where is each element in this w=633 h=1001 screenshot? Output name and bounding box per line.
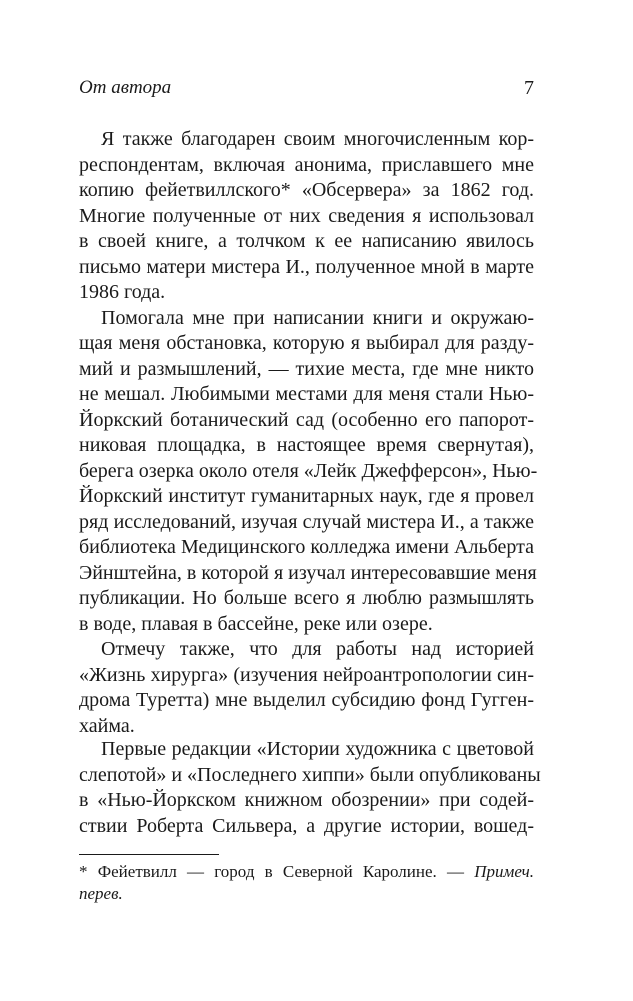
paragraph-2-line-6: никовая площадка, в настоящее время свернутая), — [79, 434, 534, 456]
footnote-divider — [79, 854, 219, 855]
paragraph-2-line-7: берега озерка около отеля «Лейк Джефферсон», Нью- — [79, 459, 538, 482]
paragraph-2-line-5: Йоркский ботанический сад (особенно его папорот- — [79, 408, 534, 431]
paragraph-2-line-11: Эйнштейна, в которой я изучал интересовавшие меня — [79, 561, 537, 584]
footnote — [79, 861, 534, 905]
footnote-note-label: Примеч. — [474, 862, 534, 881]
paragraph-2-line-13: в воде, плавая в бассейне, реке или озере. — [79, 612, 433, 635]
paragraph-1-line-4: Многие полученные от них сведения я использовал — [79, 204, 534, 227]
paragraph-4-line-1: Первые редакции «Истории художника с цветовой — [101, 738, 534, 760]
paragraph-3-line-1: Отмечу также, что для работы над историей — [101, 638, 534, 660]
paragraph-1-line-1: Я также благодарен своим многочисленным кор- — [101, 128, 534, 150]
paragraph-3-line-3: дрома Туретта) мне выделил субсидию фонд Гугген- — [79, 689, 534, 711]
main-text-block-continued — [79, 737, 541, 839]
paragraph-1-line-5: в своей книге, а толчком к ее написанию явилось — [79, 230, 534, 252]
paragraph-1-line-7: 1986 года. — [79, 281, 166, 303]
running-header-section-title: От автора — [79, 77, 172, 98]
footnote-line-2: перев. — [79, 884, 123, 903]
paragraph-2-line-12: публикации. Но больше всего я люблю размышлять — [79, 587, 534, 609]
paragraph-2-line-4: не мешал. Любимыми местами для меня стали Нью- — [79, 383, 534, 405]
paragraph-3-line-4: хайма. — [79, 714, 135, 737]
paragraph-2-line-3: мий и размышлений, — тихие места, где мне никто — [79, 357, 534, 380]
paragraph-4-line-2: слепотой» и «Последнего хиппи» были опубликованы — [79, 763, 541, 786]
footnote-line-1 — [79, 861, 534, 883]
paragraph-1-line-2: респондентам, включая анонима, приславшего мне — [79, 153, 534, 176]
paragraph-1-line-3: копию фейетвиллского* «Обсервера» за 1862 год. — [79, 179, 534, 201]
paragraph-2-line-8: Йоркский институт гуманитарных наук, где я провел — [79, 485, 534, 507]
paragraph-4-line-3: в «Нью-Йоркском книжном обозрении» при содей- — [79, 789, 534, 811]
paragraph-2-line-2: щая меня обстановка, которую я выбирал для разду- — [79, 332, 534, 354]
main-text-block — [79, 127, 538, 739]
paragraph-2-line-10: библиотека Медицинского колледжа имени Альберта — [79, 536, 534, 558]
paragraph-2-line-1: Помогала мне при написании книги и окружаю- — [101, 306, 534, 329]
paragraph-4-line-4: ствии Роберта Сильвера, а другие истории, вошед- — [79, 814, 534, 837]
paragraph-2-line-9: ряд исследований, изучая случай мистера И., а также — [79, 510, 534, 533]
page-number: 7 — [524, 77, 534, 99]
paragraph-1-line-6: письмо матери мистера И., полученное мной в марте — [79, 255, 534, 278]
footnote-text: * Фейетвилл — город в Северной Каролине. — — [79, 862, 475, 881]
paragraph-3-line-2: «Жизнь хирурга» (изучения нейроантропологии син- — [79, 663, 534, 686]
